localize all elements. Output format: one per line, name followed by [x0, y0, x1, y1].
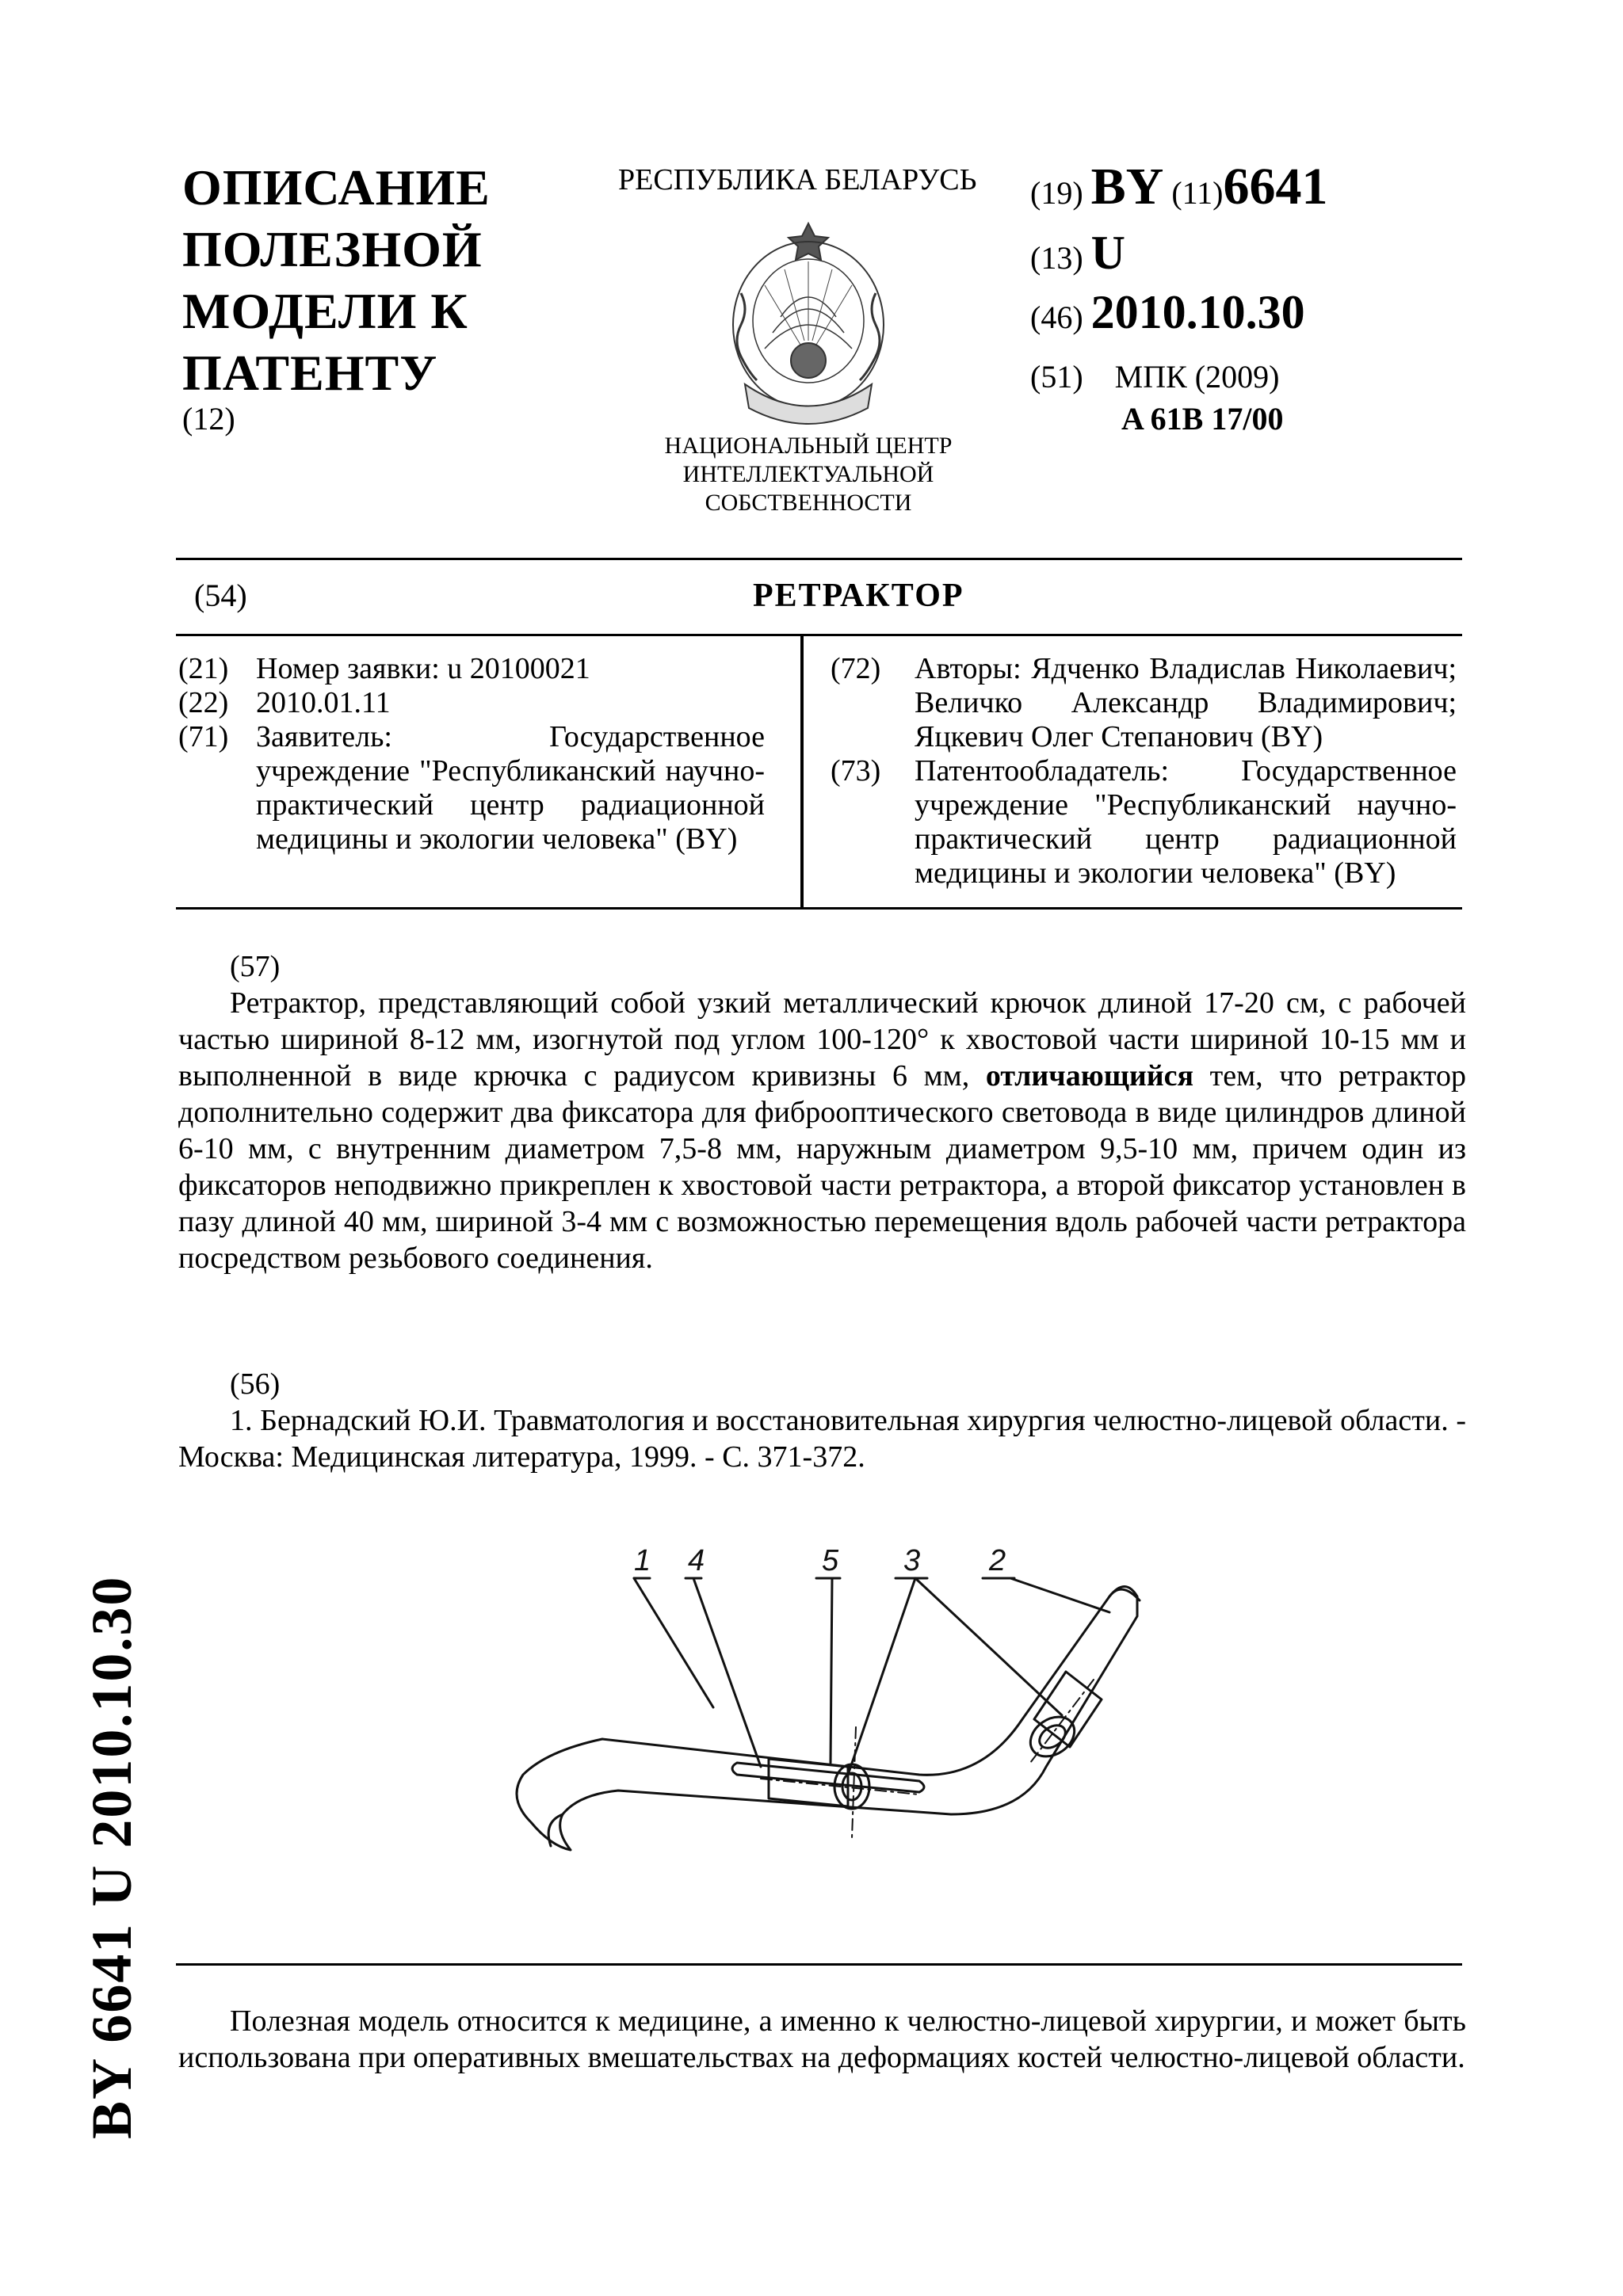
- application-number: Номер заявки: u 20100021: [256, 652, 590, 685]
- divider-description: [176, 1963, 1462, 1966]
- filing-date: 2010.01.11: [256, 686, 391, 719]
- abstract-part-2: тем, что ретрактор дополнительно содержит два фиксатора для фиброоптического световода в виде цилиндров длиной 6-10 мм, с внутренним диаметром 7,5-8 мм, наружным диаметром 9,5-10 мм, причем один из фиксаторов неподвижно прикреплен к хвостовой части ретрактора, а второй фиксатор установлен в пазу длиной 40 мм, шириной 3-4 мм с возможностью перемещения вдоль рабочей части ретрактора посредством резьбового соединения.: [178, 1059, 1466, 1275]
- retractor-tail-curve: [1109, 1589, 1140, 1600]
- code-72: (72): [831, 652, 881, 685]
- country-code: BY: [1090, 158, 1164, 215]
- national-center: [626, 432, 991, 517]
- kind-code: U: [1090, 227, 1125, 279]
- org-line-2: ИНТЕЛЛЕКТУАЛЬНОЙ: [682, 461, 934, 487]
- invention-title: РЕТРАКТОР: [753, 578, 964, 614]
- item-21: [178, 652, 765, 686]
- drawing-label-3: 3: [903, 1544, 921, 1577]
- patent-holder: Патентообладатель: Государственное учреждение "Республиканский научно-практический центр радиационной медицины и экологии человека" (BY): [915, 754, 1457, 890]
- document-title: [182, 157, 491, 404]
- retractor-body-outline: [517, 1587, 1137, 1851]
- abstract-bold-word: отличающийся: [985, 1059, 1194, 1093]
- item-22: [178, 686, 765, 720]
- org-line-3: СОБСТВЕННОСТИ: [705, 490, 912, 516]
- patent-number: 6641: [1223, 158, 1328, 215]
- divider-top: [176, 558, 1462, 560]
- title-line-4: ПАТЕНТУ: [182, 345, 438, 401]
- title-line-3: МОДЕЛИ К: [182, 283, 468, 339]
- biblio-kind: [1030, 226, 1125, 280]
- divider-bottom: [176, 907, 1462, 910]
- biblio-ipc: [1030, 358, 1279, 395]
- applicant: Заявитель: Государственное учреждение "Республиканский научно-практический центр радиационной медицины и экологии человека" (BY): [256, 720, 765, 856]
- abstract-part-1: Ретрактор, представляющий собой узкий металлический крючок длиной 17-20 см, с рабочей частью шириной 8-12 мм, изогнутой под углом 100-120° к хвостовой части шириной 10-15 мм и выполненной в виде крючка с радиусом кривизны 6 мм,: [178, 986, 1466, 1093]
- side-label: BY 6641 U 2010.10.30: [80, 1575, 143, 2139]
- state-emblem-icon: [709, 214, 907, 432]
- drawing-label-4: 4: [688, 1544, 705, 1577]
- org-line-1: НАЦИОНАЛЬНЫЙ ЦЕНТР: [664, 433, 953, 459]
- code-57: (57): [230, 950, 281, 983]
- code-56: (56): [230, 1367, 281, 1401]
- biblio-date: [1030, 285, 1305, 340]
- code-54: (54): [194, 578, 247, 613]
- republic-name: РЕСПУБЛИКА БЕЛАРУСЬ: [618, 163, 977, 196]
- publication-date: 2010.10.30: [1090, 286, 1305, 338]
- code-73: (73): [831, 754, 881, 788]
- title-line-1: ОПИСАНИЕ: [182, 159, 491, 215]
- title-line-2: ПОЛЕЗНОЙ: [182, 221, 483, 277]
- item-72: [831, 652, 1457, 754]
- abstract-text: [178, 985, 1466, 1276]
- biblio-right-column: [831, 652, 1457, 891]
- drawing-label-1: 1: [634, 1544, 651, 1577]
- drawing-label-5: 5: [822, 1544, 839, 1577]
- code-51: (51): [1030, 359, 1083, 395]
- item-71: [178, 720, 765, 856]
- column-divider: [800, 634, 804, 907]
- authors: Авторы: Ядченко Владислав Николаевич; Величко Александр Владимирович; Яцкевич Олег Степанович (BY): [915, 652, 1457, 753]
- description-text: Полезная модель относится к медицине, а именно к челюстно-лицевой хирургии, и может быть использована при оперативных вмешательствах на деформациях костей челюстно-лицевой области.: [178, 2004, 1466, 2074]
- code-12: (12): [182, 401, 235, 437]
- item-73: [831, 754, 1457, 891]
- code-21: (21): [178, 652, 229, 685]
- fixed-fixator-end: [1023, 1709, 1082, 1764]
- code-19: (19): [1030, 175, 1083, 211]
- biblio-left-column: [178, 652, 765, 856]
- reference-text: 1. Бернадский Ю.И. Травматология и восстановительная хирургия челюстно-лицевой области. - Москва: Медицинская литература, 1999. - С. 371-372.: [178, 1404, 1466, 1474]
- divider-middle: [176, 634, 1462, 636]
- biblio-country-number: [1030, 157, 1327, 217]
- code-46: (46): [1030, 299, 1083, 335]
- drawing-label-2: 2: [989, 1544, 1006, 1577]
- ipc-label: МПК (2009): [1114, 359, 1280, 395]
- retractor-drawing: [475, 1537, 1189, 1921]
- code-13: (13): [1030, 240, 1083, 276]
- code-22: (22): [178, 686, 229, 719]
- code-71: (71): [178, 720, 229, 753]
- ipc-class: A 61B 17/00: [1121, 401, 1284, 437]
- code-11: (11): [1171, 175, 1224, 211]
